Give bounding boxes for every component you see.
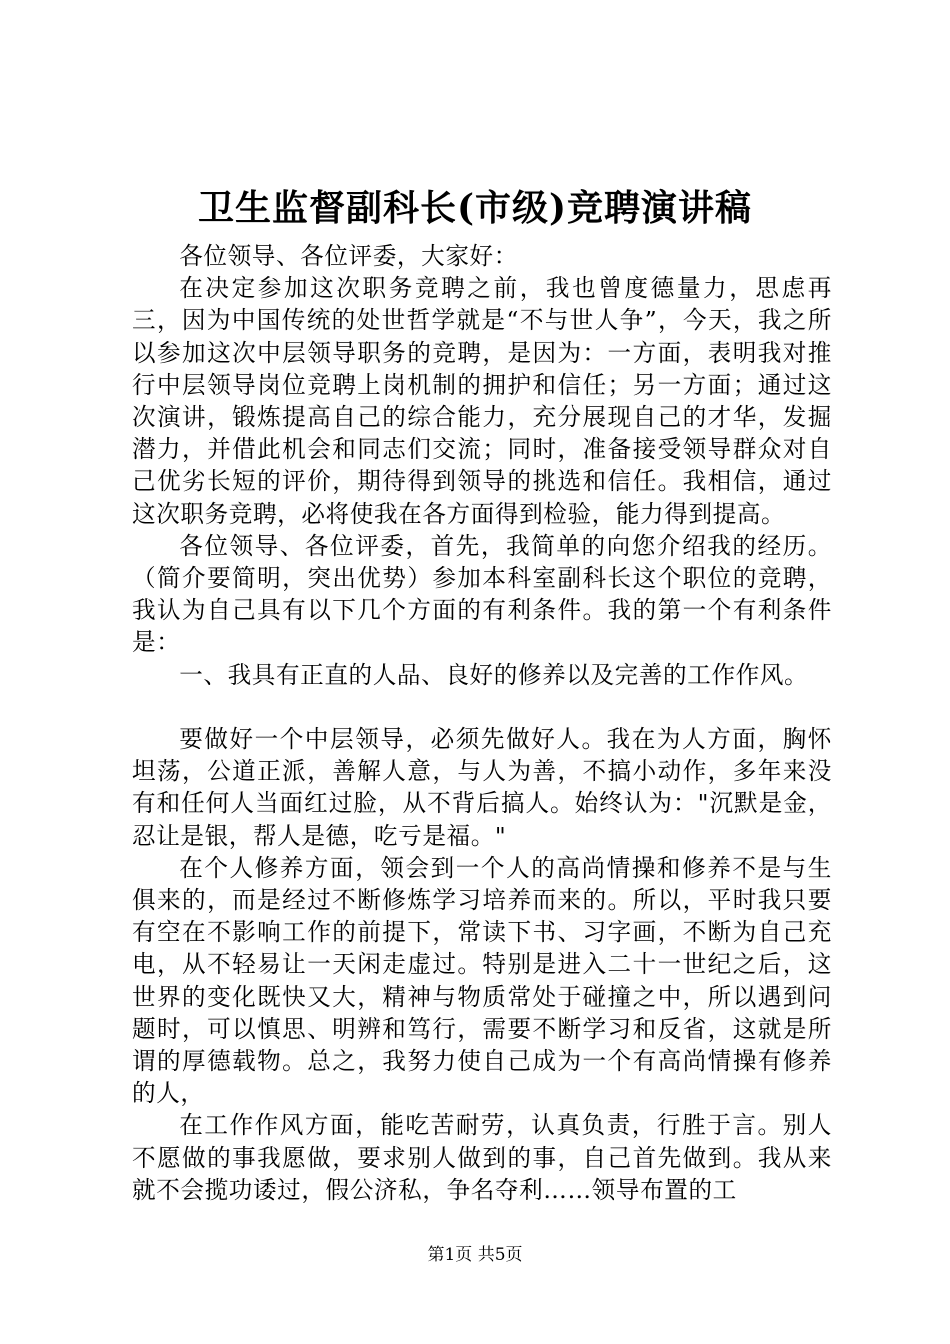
body-paragraph: 在决定参加这次职务竞聘之前，我也曾度德量力，思虑再三，因为中国传统的处世哲学就是“不与世人争”，今天，我之所以参加这次中层领导职务的竞聘，是因为：一方面，表明我对推行中层领导岗位竞聘上岗机制的拥护和信任；另一方面；通过这次演讲，锻炼提高自己的综合能力，充分展现自己的才华，发掘潜力，并借此机会和同志们交流；同时，准备接受领导群众对自己优劣长短的评价，期待得到领导的挑选和信任。我相信，通过这次职务竞聘，必将使我在各方面得到检验，能力得到提高。 — [132, 274, 832, 528]
body-paragraph: 在个人修养方面，领会到一个人的高尚情操和修养不是与生俱来的，而是经过不断修炼学习培养而来的。所以，平时我只要有空在不影响工作的前提下，常读下书、习字画，不断为自己充电，从不轻易让一天闲走虚过。特别是进入二十一世纪之后，这世界的变化既快又大，精神与物质常处于碰撞之中，所以遇到问题时，可以慎思、明辨和笃行，需要不断学习和反省，这就是所谓的厚德载物。总之，我努力使自己成为一个有高尚情操有修养的人， — [132, 853, 832, 1108]
section-heading: 一、我具有正直的人品、良好的修养以及完善的工作作风。 — [179, 660, 809, 689]
page-number-footer: 第1页 共5页 — [427, 1245, 523, 1265]
document-body — [132, 240, 832, 1206]
blank-line — [132, 691, 832, 723]
body-paragraph: 要做好一个中层领导，必须先做好人。我在为人方面，胸怀坦荡，公道正派，善解人意，与人为善，不搞小动作，多年来没有和任何人当面红过脸，从不背后搞人。始终认为："沉默是金，忍让是银，帮人是德，吃亏是福。" — [132, 725, 832, 850]
body-paragraph: 各位领导、各位评委，首先，我简单的向您介绍我的经历。（简介要简明，突出优势）参加本科室副科长这个职位的竞聘，我认为自己具有以下几个方面的有利条件。我的第一个有利条件是： — [132, 531, 832, 657]
greeting-paragraph: 各位领导、各位评委，大家好： — [179, 242, 518, 270]
body-paragraph: 在工作作风方面，能吃苦耐劳，认真负责，行胜于言。别人不愿做的事我愿做，要求别人做到的事，自己首先做到。我从来就不会揽功诿过，假公济私，争名夺利……领导布置的工 — [132, 1111, 832, 1204]
document-title: 卫生监督副科长(市级)竞聘演讲稿 — [197, 187, 753, 229]
